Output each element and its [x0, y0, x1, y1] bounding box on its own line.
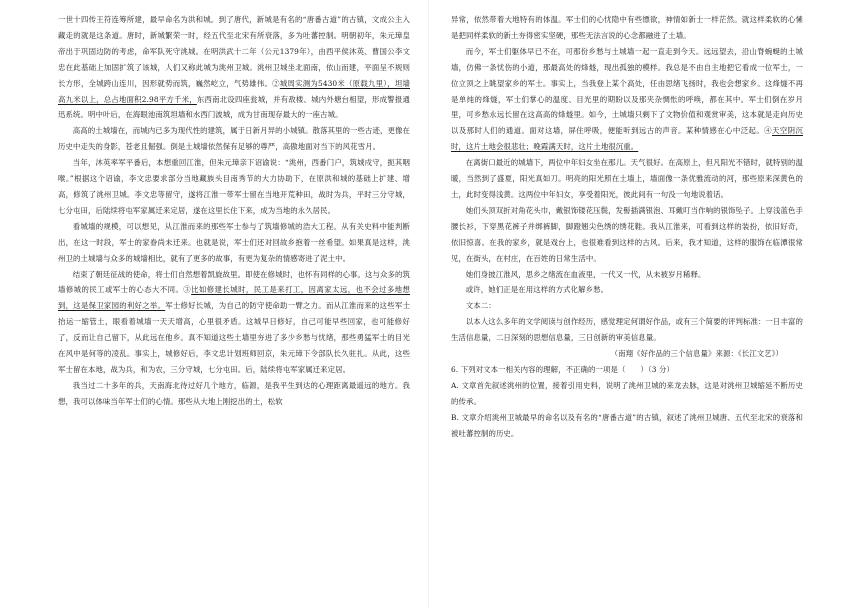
- column-gutter: [428, 0, 429, 608]
- source-citation: （南翔《好作品的三个信息量》来源：《长江文艺》）: [610, 349, 783, 359]
- underlined-sentence-3: 比如修建长城时，民工是来打工，因离家太远，也不会过多地想到，这是保卫家园的利好之举。: [58, 285, 410, 311]
- paragraph-costume: 她们头顶双折对角花头巾，戴银饰镂花压鬓，发髻插满银泡、耳戴叮当作响的银饰坠子。上穿浅蓝色手腰长衫，下穿黑花裤子并绑裤脚，脚蹬翘尖色绣的绣花鞋。我从江淮来，可看到这样的装扮，依旧好奇，依旧惊喜。在我的家乡，就是戏台上，也很难看到这样的古风。后来，我才知道，这样的服饰在临潭很常见，在街头，在村庄，在百姓的日常生活中。: [451, 205, 803, 263]
- paragraph-beacon: 而今，军士们躯体早已不在，可那份乡愁与土城墙一起一直走到今天。远远望去，沿山脊蜿蜒的土城墙，仿佛一条忧伤的小道，那最高处的烽燧，现出孤独的模样。我总是不由自主地把它看成一位军士，一位立顶之上眺望家乡的军士。事实上，当我登上某个高处，任由思绪飞扬时，我也会想家乡。这烽燧不再是单纯的烽燧，军士们掌心的温度、目光里的期盼以及那夹杂惆怅的呼唤，都在其中。军士们倒在岁月里，可乡愁永远长留在这高高的烽燧里。如今，土城墙只剩下了文物价值和观赏审美，这本就是走向历史以及那时人们的通道。面对这墙，屏住呼吸，便能听到远古的声音。某种情感在心中泛起。④天空阴沉时，这片土地会很悲壮；晚霞满天时，这片土地很沉重。: [451, 46, 803, 152]
- paragraph-jianghuai-wind: 她们身披江淮风，思乡之绪流在血液里，一代又一代，从未被岁月稀释。: [465, 269, 706, 279]
- right-column: [451, 12, 803, 441]
- paragraph-two-women: 在离街口最近的城墙下，两位中年妇女坐在那儿。天气很好。在高原上，但凡阳光不错时，就特别的温暖，当然到了盛夏，阳光真如刀。明亮的阳光照在土墙上，墙面像一条优雅流动的河，那些原来深黄色的土，此时变得浅黄。这两位中年妇女，享受着阳光，彼此间有一句没一句地说着话。: [451, 158, 803, 199]
- paragraph-mu-ying: 当年，沐英率军平番后，本想重回江淮，但朱元璋亲下诏谕说：“洮州，西番门户，筑城戍守，扼其咽喉。”根据这个诏谕，李文忠要求部分当地藏族头目南秀节的大力协助下，在原洪和城的基础上扩建、增高，修筑了洮州卫城。李文忠等留守，遂将江淮一带军士留在当地开荒种田，战时为兵，平时三分守城，七分屯田，后陆续将屯军家属迁来定居，遂在这里长住下来，成为当地的永久居民。: [58, 158, 410, 215]
- paragraph-homesickness: 或许，她们正是在用这样的方式化解乡愁。: [465, 285, 609, 295]
- option-a: A. 文章首先叙述洮州的位置，接着引用史料，说明了洮州卫城的来龙去脉，这是对洮州卫城缩延不断历史的传承。: [451, 380, 803, 406]
- paragraph-author-soldier: 我当过二十多年的兵，天南海北待过好几个地方，临源，是我平生到达的心理距离最遥远的地方。我想，我可以体味当年军士们的心情。那些从大地上刚挖出的土，松软: [58, 380, 410, 406]
- paragraph-soft-soil: 异常，依然带着大地特有的体温。军士们的心忧隐中有些缥欲，神情如新士一样茫然。就这样柔软的心愫是把同样柔软的新土夯得密实坚硬，那些无法言说的心念都融进了土墙。: [451, 15, 803, 40]
- left-column: [58, 12, 410, 410]
- paragraph-wall-scale: 看城墙的规模，可以想见，从江淮而来的那些军士参与了筑墙修城的浩大工程。从有关史料中能判断出，在这一时段，军士的家眷尚未迁来。也就是说，军士们还对回故乡抱着一丝希望。如果真是这样，洮州卫的土城墙与众多的城墙相比，就有了更多的故事，有更为复杂的情感寄进了泥土中。: [58, 221, 410, 263]
- paragraph-three-criteria: 以本人这么多年的文学阅读与创作经历，感觉理定何谓好作品，或有三个简要的评判标准：一日丰富的生活信息量，二日深刻的思想信息量，三日创新的审美信息量。: [451, 317, 803, 343]
- option-b: B. 文章介绍洮州卫城最早的命名以及有名的“唐番古道”的古镇，叙述了洮州卫城唐、五代至北宋的衰落和被吐蕃控制的历史。: [451, 412, 803, 438]
- question-6: 6. 下列对文本一相关内容的理解，不正确的一项是（ ）（3 分）: [451, 364, 674, 374]
- paragraph-earthen-wall: 高高的土城墙在，而城内已多为现代性的建筑，属于日新月异的小城镇。散落其里的一些古迹，更像在历史中走失的身影，苍老且倔强。倒是土城墙依然保有足够的尊严，高傲地面对当下的风花雪月。: [58, 126, 410, 152]
- text2-label: 文本二：: [465, 301, 496, 311]
- paragraph-cheng-history: 一世十四传王符连筹所建，最早命名为洪和城。到了唐代，新城是有名的“唐番古道”的古镇，文成公主入藏走的就是这条道。唐时，新城繁荣一时，经五代至北宋有所衰落，多为吐蕃控制。明朝初年，朱元璋皇帝出于巩固边防的考虑，命军队死守洮城。在明洪武十二年（公元1379年），由西平侯沐英、曹国公李文忠在此基础上加固扩筑了该城，人们又称此城为洮州卫城。洮州卫城坐北面南，依山而建，平面呈不规则长方形，全城跨山连川，因形就势而筑，巍然屹立，气势雄伟。②城周实测为5430米（原载九里），坦墙高九米以上，总占地面积2.98平方千米，东西南北设四座瓮城，并有敌楼、城内外塘台相望，形成警报通迅系统。明中叶后，在海眼池南筑坦墙和水西门波城，成为甘南现存最大的一座古城。: [58, 15, 410, 120]
- underlined-sentence-2: 城周实测为5430米（原载九里），坦墙高九米以上，总占地面积2.98平方千米，: [58, 78, 410, 104]
- underlined-sentence-4: 天空阴沉时，这片土地会很悲壮；晚霞满天时，这片土地很沉重。: [451, 126, 803, 152]
- paragraph-soldiers-mind: 结束了朝廷征战的使命，将士们自然想着凯旋故里。即使在修城时，也怀有同样的心事。这与众多的筑墙修城的民工或军士的心态大不同。③比如修建长城时，民工是来打工，因离家太远，也不会过多地想到，这是保卫家园的利好之举。军士修好长城，为自己的防守使命助一臂之力。而从江淮而来的这些军士抬运一缩管土，眼看着城墙一天天增高，心里很矛盾。这城早日修好，自己可能早些回家，也可能修好了，反而让自己留下，从此远在他乡。真不知道这些土墙里夯进了多少乡愁与忧绪，那些勇猛军士的目光在风中是何等的凌乱。事实上，城修好后，李文忠计划班师回京，朱元璋下令部队长久驻扎。从此，这些军士留在本地，战为兵，和为农，三分守城，七分屯田。后，陆续将屯军家属迁来定居。: [58, 269, 411, 374]
